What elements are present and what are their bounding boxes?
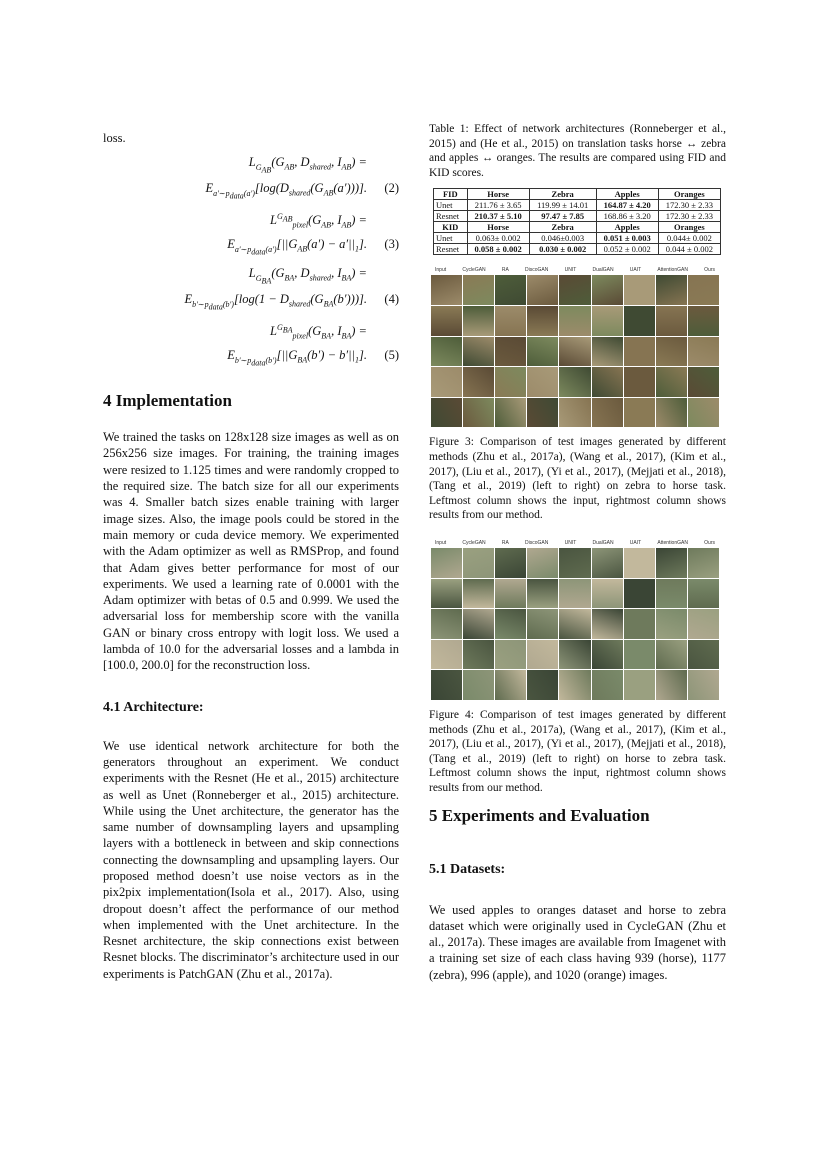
figure-column-label: UAIT [629, 539, 642, 546]
equation-line: $E_{b'\sim p_{data}(b')}[\log(1 - D_{shared}(G_{BA}(b')))]$. (4) [184, 292, 399, 312]
table-row [434, 200, 721, 211]
figure-image-cell [431, 337, 462, 367]
figure-3-caption: Figure 3: Comparison of test images generated by different methods (Zhu et al., 2017a), (Wang et al., 2017), (Kim et al., 2017), (Liu et al., 2017), (Yi et al., 2017), (Mejjati et al., 2018), (Tang et al., 2019) (left to right) on zebra to horse task. Leftmost column shows the input, rightmost column shows results from our method. [429, 436, 726, 522]
equation-line: $L_{G_{BA}}(G_{BA}$, $D_{shared}$, $I_{BA}$) = [248, 266, 367, 286]
equation-line: $L^{G_{BA}}_{pixel}(G_{BA}$, $I_{BA}$) = [270, 323, 367, 342]
right-column [429, 122, 726, 983]
section-4-body: We trained the tasks on 128x128 size images as well as on 256x256 size images. For training, the training images were resized to 1.125 times and were randomly cropped to the required size. The batch size for all our experiments was 4. Smaller batch sizes enable training with larger image sizes. Also, the image pools could be stored in the main memory or cuda device memory. We experimented with the Adam optimizer as well as RMSProp, and found that Adam gives better performance for most of our experiments. We used a learning rate of 0.0001 with the Adam optimizer with betas of 0.5 and 0.999. We used the adversarial loss for membership score with the vanilla GAN or binary cross entropy with logit loss. We used a lambda of 10.0 for the adversarial losses and a lambda in [100.0, 200.0] for the reconstruction loss. [103, 430, 399, 673]
figure-column-label: DualGAN [592, 539, 614, 546]
figure-image-cell [463, 609, 494, 639]
equation-line: $L_{G_{AB}}(G_{AB}$, $D_{shared}$, $I_{AB}$) = [248, 155, 367, 175]
figure-image-cell [592, 548, 623, 578]
figure-image-cell [624, 640, 655, 670]
figure-image-cell [656, 670, 687, 700]
figure-image-cell [527, 609, 558, 639]
figure-4-caption: Figure 4: Comparison of test images generated by different methods (Zhu et al., 2017a), (Wang et al., 2017), (Kim et al., 2017), (Liu et al., 2017), (Yi et al., 2017), (Mejjati et al., 2018), (Tang et al., 2019) (left to right) on horse to zebra task. Leftmost column shows the input, rightmost column shows results from our method. [429, 708, 726, 794]
figure-image-cell [559, 548, 590, 578]
figure-image-cell [559, 398, 590, 428]
figure-image-cell [688, 548, 719, 578]
figure-image-cell [527, 670, 558, 700]
figure-column-label: DualGAN [592, 267, 614, 274]
table-cell: 0.051 ± 0.003 [596, 233, 658, 244]
table-header-cell: Zebra [529, 189, 596, 200]
figure-image-cell [527, 367, 558, 397]
figure-3-image-grid [431, 275, 719, 427]
figure-image-cell [527, 275, 558, 305]
equation-line: $E_{b'\sim p_{data}(b')}[||G_{BA}(b') - b'||_1]$. (5) [227, 348, 399, 368]
table-header-cell: Oranges [658, 189, 720, 200]
figure-image-cell [688, 398, 719, 428]
figure-image-cell [688, 367, 719, 397]
table-header-cell: Apples [596, 189, 658, 200]
table-header-cell: Horse [467, 189, 529, 200]
table-cell: Resnet [434, 211, 468, 222]
figure-image-cell [559, 579, 590, 609]
figure-image-cell [559, 670, 590, 700]
figure-image-cell [431, 398, 462, 428]
figure-image-cell [688, 306, 719, 336]
figure-image-cell [431, 579, 462, 609]
table-row [434, 233, 721, 244]
table-cell: 0.046±0.003 [529, 233, 596, 244]
figure-image-cell [559, 367, 590, 397]
figure-image-cell [624, 398, 655, 428]
figure-image-cell [431, 367, 462, 397]
figure-image-cell [431, 640, 462, 670]
figure-column-label: RA [501, 539, 509, 546]
figure-image-cell [592, 670, 623, 700]
figure-column-label: UNIT [564, 267, 577, 274]
figure-image-cell [527, 548, 558, 578]
equation-line: $E_{a'\sim p_{data}(a')}[||G_{AB}(a') - a'||_1]$. (3) [227, 237, 399, 257]
table-cell: 168.86 ± 3.20 [596, 211, 658, 222]
figure-image-cell [624, 367, 655, 397]
table-1-caption: Table 1: Effect of network architectures (Ronneberger et al., 2015) and (He et al., 2015) on translation tasks horse ↔ zebra and apples ↔ oranges. The results are compared using FID and KID scores. [429, 123, 726, 179]
figure-column-label: Input [435, 539, 447, 546]
figure-image-cell [463, 548, 494, 578]
figure-image-cell [495, 367, 526, 397]
figure-image-cell [495, 609, 526, 639]
section-5-1-title: 5.1 Datasets: [429, 861, 506, 877]
figure-column-label: RA [501, 267, 509, 274]
figure-image-cell [495, 548, 526, 578]
figure-column-label: Input [435, 267, 447, 274]
figure-image-cell [656, 337, 687, 367]
equations-block [103, 154, 399, 371]
table-header-cell: FID [434, 189, 468, 200]
table-cell: 172.30 ± 2.33 [658, 200, 720, 211]
equation-number: (2) [384, 181, 399, 196]
figure-image-cell [431, 306, 462, 336]
table-cell: 211.76 ± 3.65 [467, 200, 529, 211]
figure-column-label: Ours [704, 267, 715, 274]
section-5-1-body: We used apples to oranges dataset and horse to zebra dataset which were originally used in CycleGAN (Zhu et al., 2017a). These images are available from Imagenet with a training set size of each class having 939 (horse), 1177 (zebra), 996 (apple), and 1020 (orange) images. [429, 902, 726, 982]
figure-image-cell [463, 398, 494, 428]
figure-image-cell [527, 306, 558, 336]
equation-line: $L^{G_{AB}}_{pixel}(G_{AB}$, $I_{AB}$) = [270, 212, 367, 231]
figure-image-cell [495, 670, 526, 700]
figure-image-cell [559, 306, 590, 336]
table-cell: 0.030 ± 0.002 [529, 244, 596, 255]
figure-image-cell [463, 337, 494, 367]
figure-image-cell [527, 579, 558, 609]
figure-image-cell [592, 306, 623, 336]
table-cell: Resnet [434, 244, 468, 255]
table-cell: 172.30 ± 2.33 [658, 211, 720, 222]
section-4-title: 4 Implementation [103, 391, 232, 411]
equation-number: (3) [384, 237, 399, 252]
figure-image-cell [656, 548, 687, 578]
figure-image-cell [463, 367, 494, 397]
figure-image-cell [624, 275, 655, 305]
results-table [433, 188, 721, 255]
figure-image-cell [559, 640, 590, 670]
figure-image-cell [624, 548, 655, 578]
figure-image-cell [592, 579, 623, 609]
figure-image-cell [656, 306, 687, 336]
table-cell: 0.044 ± 0.002 [658, 244, 720, 255]
figure-image-cell [688, 609, 719, 639]
section-4-1-title: 4.1 Architecture: [103, 699, 204, 715]
table-header-cell: Horse [467, 222, 529, 233]
figure-image-cell [688, 579, 719, 609]
figure-image-cell [656, 275, 687, 305]
figure-column-label: Ours [704, 539, 715, 546]
table-cell: 97.47 ± 7.85 [529, 211, 596, 222]
figure-column-label: UNIT [564, 539, 577, 546]
table-cell: 0.063± 0.002 [467, 233, 529, 244]
table-header-cell: Apples [596, 222, 658, 233]
figure-image-cell [431, 670, 462, 700]
figure-image-cell [592, 640, 623, 670]
table-cell: Unet [434, 233, 468, 244]
table-cell: 119.99 ± 14.01 [529, 200, 596, 211]
figure-image-cell [656, 579, 687, 609]
figure-image-cell [688, 337, 719, 367]
section-5-title: 5 Experiments and Evaluation [429, 805, 650, 825]
figure-image-cell [495, 275, 526, 305]
table-cell: 0.058 ± 0.002 [467, 244, 529, 255]
figure-image-cell [624, 579, 655, 609]
table-cell: 0.052 ± 0.002 [596, 244, 658, 255]
figure-image-cell [559, 275, 590, 305]
figure-image-cell [463, 306, 494, 336]
figure-image-cell [624, 337, 655, 367]
figure-image-cell [463, 579, 494, 609]
figure-column-label: DiscoGAN [525, 267, 549, 274]
figure-image-cell [527, 640, 558, 670]
table-header-cell: Zebra [529, 222, 596, 233]
figure-image-cell [624, 609, 655, 639]
figure-image-cell [592, 609, 623, 639]
figure-image-cell [495, 398, 526, 428]
left-column [103, 130, 399, 982]
figure-image-cell [431, 275, 462, 305]
figure-4 [431, 540, 719, 700]
table-header-cell: Oranges [658, 222, 720, 233]
figure-image-cell [656, 640, 687, 670]
figure-image-cell [592, 398, 623, 428]
table-row [434, 211, 721, 222]
figure-3-labels [431, 267, 719, 275]
figure-image-cell [495, 306, 526, 336]
figure-4-labels [431, 540, 719, 548]
figure-image-cell [592, 367, 623, 397]
table-row [434, 244, 721, 255]
table-cell: Unet [434, 200, 468, 211]
figure-image-cell [495, 337, 526, 367]
figure-image-cell [463, 670, 494, 700]
table-cell: 0.044± 0.002 [658, 233, 720, 244]
table-cell: 164.87 ± 4.20 [596, 200, 658, 211]
figure-image-cell [527, 337, 558, 367]
figure-image-cell [559, 609, 590, 639]
figure-column-label: CycleGAN [462, 267, 486, 274]
figure-column-label: UAIT [629, 267, 642, 274]
figure-4-image-grid [431, 548, 719, 700]
intro-text: loss. [103, 131, 126, 145]
table-header-cell: KID [434, 222, 468, 233]
figure-image-cell [688, 275, 719, 305]
kid-header-row [434, 222, 721, 233]
section-4-1-body: We use identical network architecture for both the generators throughout an experiment. We conduct experiments with the Resnet (He et al., 2015) architecture as well as Unet (Ronneberger et al., 2015) architecture. While using the Unet architecture, the generator has the same number of downsampling layers and upsampling layers with a bottleneck in between and skip connections connecting the downsampling and upsampling layers. Our proposed method doesn’t use noise vectors as in the pix2pix implementation(Isola et al., 2017). Also, using dropout doesn’t affect the performance of our method when implemented with the Unet architecture. In the Resnet architecture, the skip connections exist between Resnet blocks. The discriminator’s architecture used in our experiments is PatchGAN (Zhu et al., 2017a). [103, 738, 399, 981]
figure-column-label: CycleGAN [462, 539, 486, 546]
figure-image-cell [431, 548, 462, 578]
figure-image-cell [527, 398, 558, 428]
figure-image-cell [463, 275, 494, 305]
figure-image-cell [495, 640, 526, 670]
table-cell: 210.37 ± 5.10 [467, 211, 529, 222]
figure-image-cell [624, 670, 655, 700]
figure-column-label: AttentionGAN [657, 267, 688, 274]
figure-image-cell [624, 306, 655, 336]
equation-line: $E_{a'\sim p_{data}(a')}[\log(D_{shared}(G_{AB}(a')))]$. (2) [205, 181, 399, 201]
figure-3 [431, 267, 719, 427]
figure-image-cell [656, 398, 687, 428]
figure-image-cell [559, 337, 590, 367]
figure-image-cell [656, 367, 687, 397]
figure-image-cell [495, 579, 526, 609]
figure-image-cell [592, 275, 623, 305]
figure-image-cell [656, 609, 687, 639]
equation-number: (5) [384, 348, 399, 363]
figure-image-cell [592, 337, 623, 367]
figure-image-cell [431, 609, 462, 639]
figure-column-label: DiscoGAN [525, 539, 549, 546]
figure-column-label: AttentionGAN [657, 539, 688, 546]
fid-header-row [434, 189, 721, 200]
equation-number: (4) [384, 292, 399, 307]
figure-image-cell [688, 640, 719, 670]
figure-image-cell [688, 670, 719, 700]
figure-image-cell [463, 640, 494, 670]
